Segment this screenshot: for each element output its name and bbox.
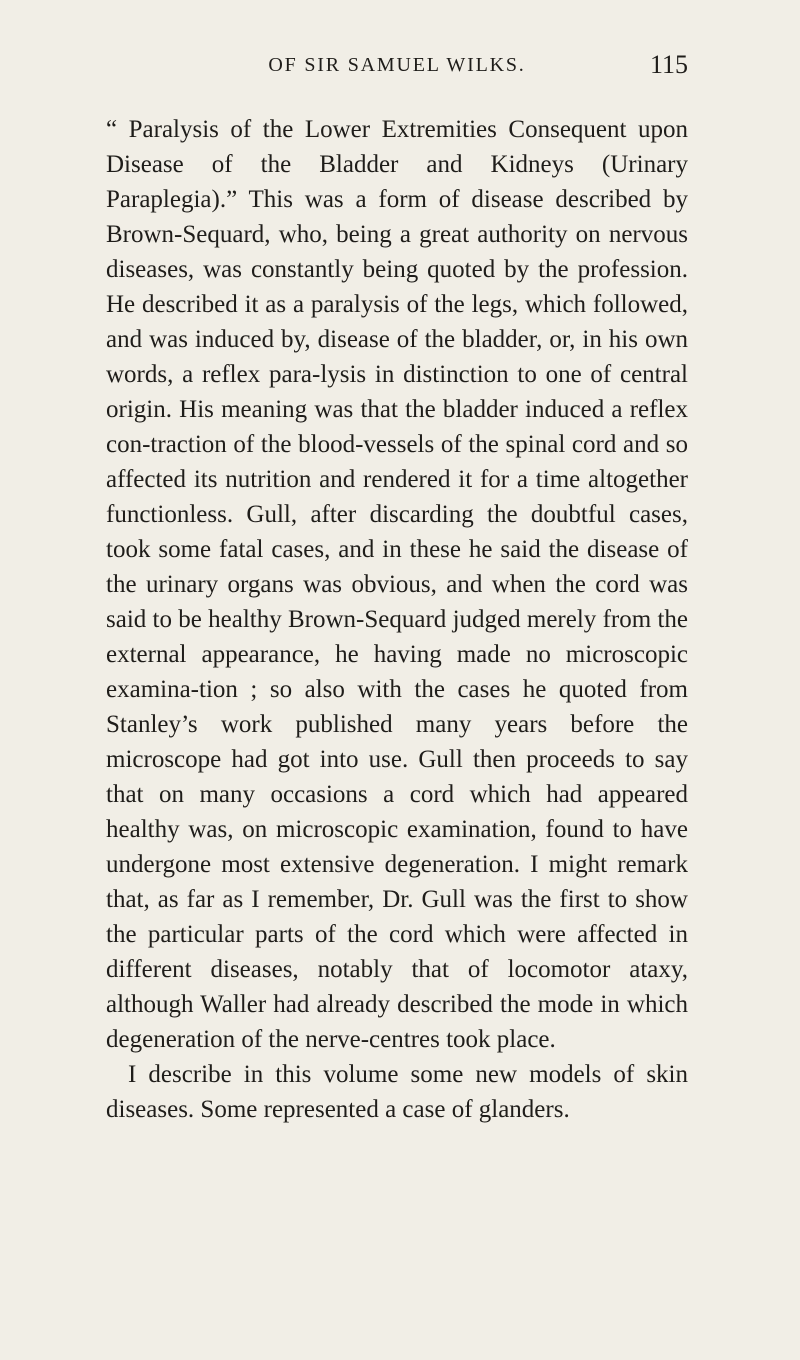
paragraph-skin-models: I describe in this volume some new models of skin diseases. Some represented a case of glanders.	[106, 1061, 688, 1123]
running-title: OF SIR SAMUEL WILKS.	[268, 54, 526, 76]
running-head	[106, 50, 688, 90]
paragraph-paraplegia: “ Paralysis of the Lower Extremities Consequent upon Disease of the Bladder and Kidneys (Urinary Paraplegia).” This was a form of disease described by Brown-Sequard, who, being a great authority on nervous diseases, was constantly being quoted by the profession. He described it as a paralysis of the legs, which followed, and was induced by, disease of the bladder, or, in his own words, a reflex para-lysis in distinction to one of central origin. His meaning was that the bladder induced a reflex con-traction of the blood-vessels of the spinal cord and so affected its nutrition and rendered it for a time altogether functionless. Gull, after discarding the doubtful cases, took some fatal cases, and in these he said the disease of the urinary organs was obvious, and when the cord was said to be healthy Brown-Sequard judged merely from the external appearance, he having made no microscopic examina-tion ; so also with the cases he quoted from Stanley’s work published many years before the microscope had got into use. Gull then proceeds to say that on many occasions a cord which had appeared healthy was, on microscopic examination, found to have undergone most extensive degeneration. I might remark that, as far as I remember, Dr. Gull was the first to show the particular parts of the cord which were affected in different diseases, notably that of locomotor ataxy, although Waller had already described the mode in which degeneration of the nerve-centres took place.	[106, 116, 688, 1053]
page-number: 115	[649, 50, 688, 79]
body-text	[106, 112, 688, 1127]
